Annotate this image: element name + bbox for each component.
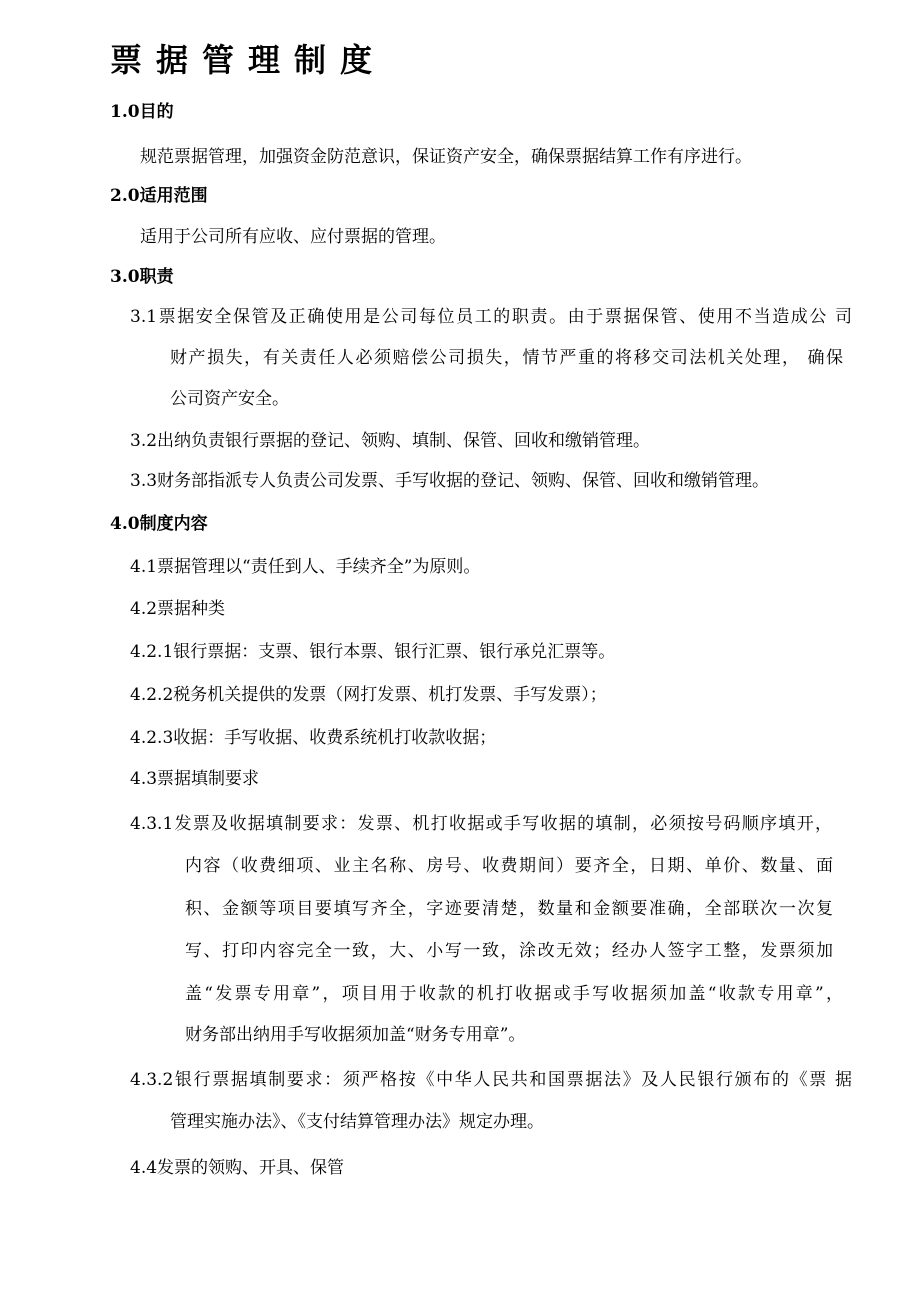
paragraph-4-4: 4.4发票的领购、开具、保管 <box>130 1158 345 1178</box>
paragraph-3-1-line-3: 公司资产安全。 <box>170 389 289 409</box>
paragraph-4-3-1-line-5: 盖“发票专用章”，项目用于收款的机打收据或手写收据须加盖“收款专用章”， <box>185 984 843 1004</box>
paragraph-3-3: 3.3财务部指派专人负责公司发票、手写收据的登记、领购、保管、回收和缴销管理。 <box>130 471 770 491</box>
section-2-heading: 2.0适用范围 <box>110 186 208 206</box>
paragraph-4-3: 4.3票据填制要求 <box>130 769 260 789</box>
paragraph-4-3-1-line-3: 积、金额等项目要填写齐全，字迹要清楚，数量和金额要准确，全部联次一次复 <box>185 899 833 919</box>
section-1-heading: 1.0目的 <box>110 102 174 122</box>
section-4-heading: 4.0制度内容 <box>110 514 208 534</box>
document-title: 票据管理制度 <box>110 41 387 79</box>
paragraph-4-2-3: 4.2.3收据：手写收据、收费系统机打收款收据； <box>130 728 497 748</box>
section-1-body: 规范票据管理，加强资金防范意识，保证资产安全，确保票据结算工作有序进行。 <box>140 147 752 167</box>
paragraph-3-1-line-1: 3.1票据安全保管及正确使用是公司每位员工的职责。由于票据保管、使用不当造成公 司 <box>130 307 852 327</box>
paragraph-4-2-2: 4.2.2税务机关提供的发票（网打发票、机打发票、手写发票）； <box>130 685 607 705</box>
paragraph-4-1: 4.1票据管理以“责任到人、手续齐全”为原则。 <box>130 557 481 577</box>
paragraph-3-1-line-2: 财产损失，有关责任人必须赔偿公司损失，情节严重的将移交司法机关处理， 确保 <box>170 348 843 368</box>
section-2-body: 适用于公司所有应收、应付票据的管理。 <box>140 227 446 247</box>
paragraph-4-3-1-line-2: 内容（收费细项、业主名称、房号、收费期间）要齐全，日期、单价、数量、面 <box>185 856 833 876</box>
paragraph-4-3-2-line-2: 管理实施办法》、《支付结算管理办法》规定办理。 <box>170 1112 544 1132</box>
paragraph-4-2-1: 4.2.1银行票据：支票、银行本票、银行汇票、银行承兑汇票等。 <box>130 642 616 662</box>
paragraph-4-3-1-line-6: 财务部出纳用手写收据须加盖“财务专用章”。 <box>185 1025 526 1045</box>
paragraph-4-3-1-line-4: 写、打印内容完全一致，大、小写一致，涂改无效；经办人签字工整，发票须加 <box>185 941 833 961</box>
paragraph-4-2: 4.2票据种类 <box>130 599 226 619</box>
paragraph-3-2: 3.2出纳负责银行票据的登记、领购、填制、保管、回收和缴销管理。 <box>130 431 651 451</box>
paragraph-4-3-1-line-1: 4.3.1发票及收据填制要求：发票、机打收据或手写收据的填制，必须按号码顺序填开， <box>130 814 832 834</box>
section-3-heading: 3.0职责 <box>110 267 174 287</box>
paragraph-4-3-2-line-1: 4.3.2银行票据填制要求：须严格按《中华人民共和国票据法》及人民银行颁布的《票 据 <box>130 1070 852 1090</box>
